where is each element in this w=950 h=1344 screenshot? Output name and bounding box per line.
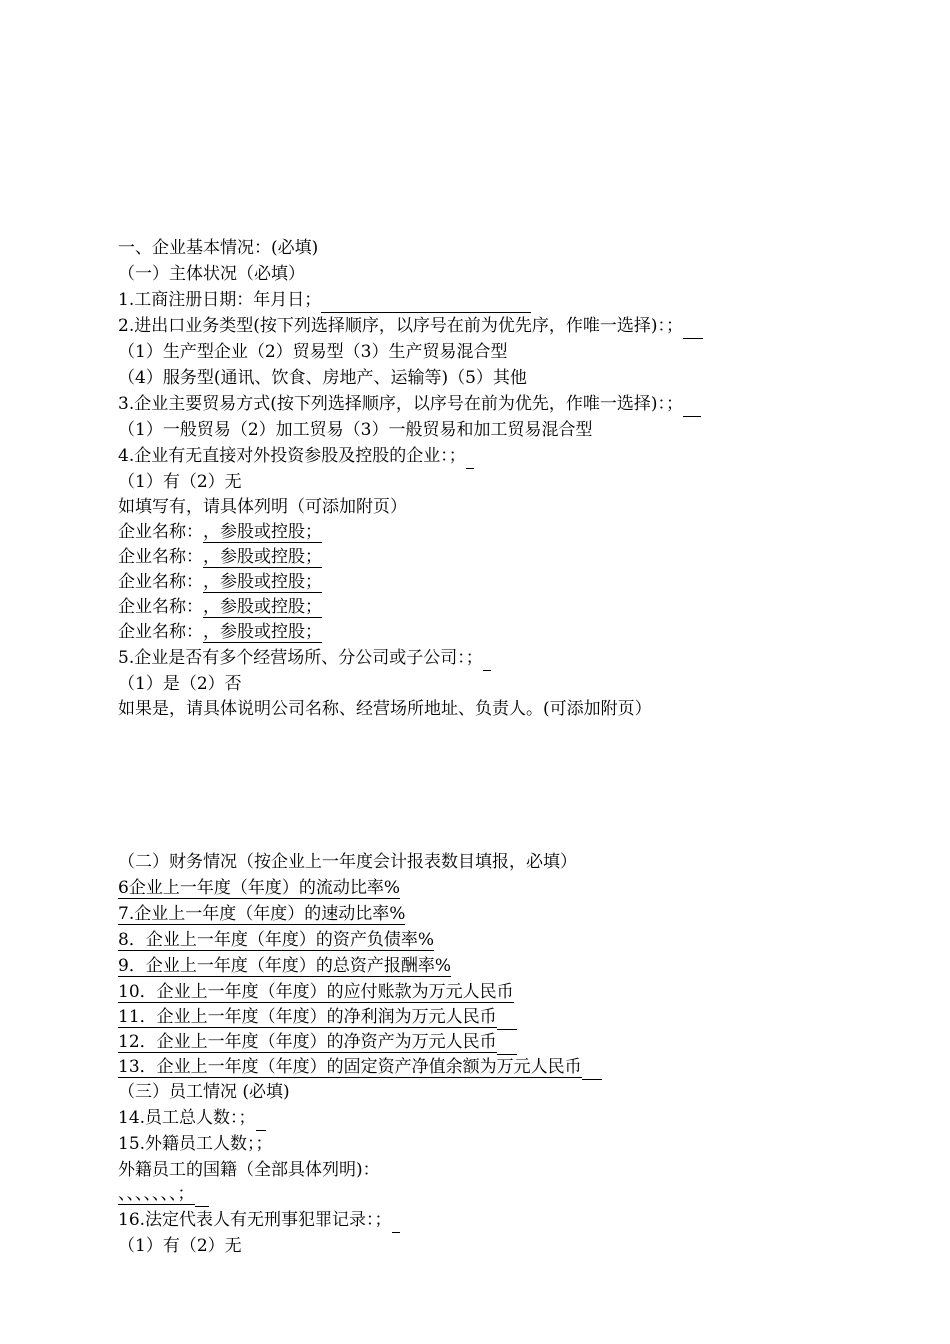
q14-text: 14.员工总人数：； [118, 1108, 256, 1128]
q15-nationality-note: 外籍员工的国籍（全部具体列明)： [118, 1160, 380, 1180]
q3-options: （1）一般贸易（2）加工贸易（3）一般贸易和加工贸易混合型 [118, 420, 593, 440]
company-row-field[interactable]: ，参股或控股； [203, 597, 322, 617]
company-row: 企业名称：，参股或控股； [118, 522, 322, 542]
q15-nationality-list: 、、、、、、、； [118, 1182, 209, 1207]
q4-options: （1）有（2）无 [118, 472, 242, 492]
subsection-1-title: （一）主体状况（必填） [118, 264, 305, 284]
q13-fixed-assets: 13．企业上一年度（年度）的固定资产净值余额为万元人民币 [118, 1055, 602, 1080]
q5-options: （1）是（2）否 [118, 674, 242, 694]
q12-net-assets: 12．企业上一年度（年度）的净资产为万元人民币 [118, 1030, 517, 1055]
q5-branches [118, 646, 491, 671]
q1-registration-date [118, 288, 531, 313]
q16-criminal-record [118, 1208, 400, 1233]
q5-blank[interactable] [483, 650, 491, 671]
subsection-3-title: （三）员工情况 (必填) [118, 1082, 290, 1102]
q7-quick-ratio: 7.企业上一年度（年度）的速动比率% [118, 904, 406, 924]
q16-blank[interactable] [392, 1212, 400, 1233]
company-row-field[interactable]: ，参股或控股； [203, 572, 322, 592]
q1-text: 1.工商注册日期：年月日； [118, 290, 322, 310]
q5-text: 5.企业是否有多个经营场所、分公司或子公司：； [118, 648, 483, 668]
q4-text: 4.企业有无直接对外投资参股及控股的企业：； [118, 446, 466, 466]
q15-foreign-employees: 15.外籍员工人数；； [118, 1134, 273, 1154]
q3-blank[interactable] [683, 396, 701, 417]
q11-net-profit: 11．企业上一年度（年度）的净利润为万元人民币 [118, 1005, 517, 1030]
q16-text: 16.法定代表人有无刑事犯罪记录：； [118, 1210, 392, 1230]
q14-blank[interactable] [256, 1110, 266, 1131]
q8-debt-ratio: 8．企业上一年度（年度）的资产负债率% [118, 930, 434, 950]
company-row: 企业名称：，参股或控股； [118, 547, 322, 567]
q2-blank[interactable] [683, 318, 703, 339]
company-row-field[interactable]: ，参股或控股； [203, 622, 322, 642]
q1-blank[interactable] [321, 292, 531, 313]
q14-total-employees [118, 1106, 266, 1131]
q5-note: 如果是，请具体说明公司名称、经营场所地址、负责人。(可添加附页） [118, 699, 652, 719]
q2-text: 2.进出口业务类型(按下列选择顺序，以序号在前为优先序，作唯一选择)：； [118, 316, 683, 336]
q6-current-ratio: 6企业上一年度（年度）的流动比率% [118, 878, 400, 898]
section-1-title: 一、企业基本情况：(必填) [118, 238, 319, 258]
subsection-2-title: （二）财务情况（按企业上一年度会计报表数目填报，必填） [118, 852, 577, 872]
company-row: 企业名称：，参股或控股； [118, 622, 322, 642]
q3-trade-method [118, 392, 701, 417]
q2-options-2: （4）服务型(通讯、饮食、房地产、运输等)（5）其他 [118, 368, 527, 388]
q2-business-type [118, 314, 703, 339]
company-row-field[interactable]: ，参股或控股； [203, 547, 322, 567]
q3-text: 3.企业主要贸易方式(按下列选择顺序，以序号在前为优先，作唯一选择)：； [118, 394, 683, 414]
q4-note: 如填写有，请具体列明（可添加附页） [118, 497, 407, 517]
q9-roa: 9．企业上一年度（年度）的总资产报酬率% [118, 956, 451, 976]
q4-blank[interactable] [466, 448, 474, 469]
company-row: 企业名称：，参股或控股； [118, 572, 322, 592]
q4-investment [118, 444, 474, 469]
q2-options-1: （1）生产型企业（2）贸易型（3）生产贸易混合型 [118, 342, 508, 362]
company-row: 企业名称：，参股或控股； [118, 597, 322, 617]
q16-options: （1）有（2）无 [118, 1236, 242, 1256]
company-row-field[interactable]: ，参股或控股； [203, 522, 322, 542]
q10-accounts-payable: 10．企业上一年度（年度）的应付账款为万元人民币 [118, 982, 514, 1002]
